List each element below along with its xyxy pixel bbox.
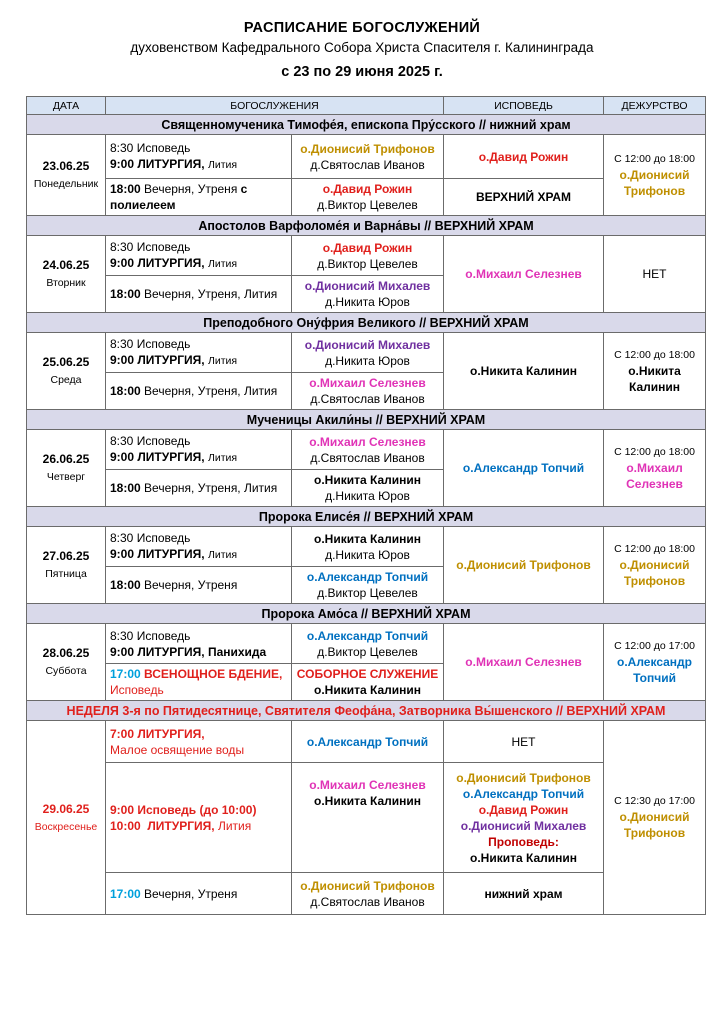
confession-cell: о.Никита Калинин bbox=[444, 333, 604, 410]
clergy-cell bbox=[292, 873, 444, 915]
date-cell bbox=[27, 624, 106, 701]
service-cell: 7:00 ЛИТУРГИЯ, Малое освящение воды bbox=[106, 721, 292, 763]
weekday: Понедельник bbox=[33, 178, 99, 190]
duty-none: НЕТ bbox=[642, 267, 667, 281]
weekday: Пятница bbox=[45, 568, 87, 580]
table-row bbox=[27, 721, 706, 763]
clergy-cell bbox=[292, 135, 444, 179]
service-cell: 8:30 Исповедь 9:00 ЛИТУРГИЯ, Лития bbox=[106, 236, 292, 276]
confession-cell: НЕТ bbox=[444, 721, 604, 763]
clergy-cell bbox=[292, 721, 444, 763]
duty-name: о.Александр Топчий bbox=[617, 654, 693, 685]
priest-name: о.Дионисий Трифонов bbox=[300, 878, 435, 893]
confession-cell: нижний храм bbox=[444, 873, 604, 915]
priest-name: о.Михаил Селезнев bbox=[309, 434, 426, 449]
date: 24.06.25 bbox=[42, 258, 90, 272]
duty-time: С 12:00 до 18:00 bbox=[614, 542, 695, 555]
column-header-services: БОГОСЛУЖЕНИЯ bbox=[106, 97, 444, 115]
duty-name: о.Дионисий Трифонов bbox=[619, 557, 690, 588]
priest-name: о.Никита Калинин bbox=[314, 794, 421, 808]
feast-row: Апостолов Варфоломе́я и Варна́вы // ВЕРХНИЙ ХРАМ bbox=[27, 216, 706, 236]
date: 23.06.25 bbox=[42, 159, 90, 173]
page-subtitle: духовенством Кафедрального Собора Христа Спасителя г. Калининграда bbox=[130, 40, 594, 55]
priest-name: о.Александр Топчий bbox=[306, 628, 429, 643]
deacon-name: д.Никита Юров bbox=[325, 295, 410, 309]
clergy-cell bbox=[292, 179, 444, 216]
duty-cell bbox=[604, 236, 706, 313]
duty-name: о.Никита Калинин bbox=[628, 363, 681, 394]
deacon-name: д.Никита Юров bbox=[325, 547, 410, 562]
weekday: Вторник bbox=[46, 277, 86, 289]
date: 28.06.25 bbox=[42, 646, 90, 660]
duty-cell bbox=[604, 624, 706, 701]
clergy-cell bbox=[292, 430, 444, 470]
table-row bbox=[27, 135, 706, 179]
priest-name: о.Александр Топчий bbox=[306, 570, 429, 584]
duty-name: о.Дионисий Трифонов bbox=[619, 810, 690, 840]
column-header-date: ДАТА bbox=[27, 97, 106, 115]
deacon-name: д.Виктор Цевелев bbox=[317, 644, 418, 659]
service-cell: 17:00 ВСЕНОЩНОЕ БДЕНИЕ, Исповедь bbox=[106, 664, 292, 701]
confession-cell: ВЕРХНИЙ ХРАМ bbox=[444, 179, 604, 216]
table-row bbox=[27, 333, 706, 373]
service-cell: 9:00 Исповедь (до 10:00) 10:00 ЛИТУРГИЯ, Лития bbox=[106, 763, 292, 873]
date: 27.06.25 bbox=[42, 549, 90, 563]
priest-name: о.Дионисий Михалев bbox=[304, 279, 431, 293]
clergy-cell bbox=[292, 276, 444, 313]
weekday: Среда bbox=[50, 374, 82, 386]
column-header-confession: ИСПОВЕДЬ bbox=[444, 97, 604, 115]
column-header-duty: ДЕЖУРСТВО bbox=[604, 97, 706, 115]
clergy-cell bbox=[292, 763, 444, 873]
date-cell bbox=[27, 135, 106, 216]
confession-cell: о.Дионисий Трифонов о.Александр Топчий о.Давид Рожин о.Дионисий Михалев Проповедь: о.Никита Калинин bbox=[444, 763, 604, 873]
duty-time: С 12:00 до 18:00 bbox=[614, 152, 695, 165]
duty-time: С 12:00 до 17:00 bbox=[614, 639, 695, 652]
date-cell bbox=[27, 333, 106, 410]
priest-name: о.Дионисий Трифонов bbox=[300, 141, 435, 156]
priest-name: о.Давид Рожин bbox=[322, 240, 413, 255]
duty-name: о.Михаил Селезнев bbox=[626, 460, 683, 491]
deacon-name: д.Святослав Иванов bbox=[310, 894, 425, 909]
priest-name: о.Александр Топчий bbox=[306, 734, 429, 749]
deacon-name: о.Никита Калинин bbox=[314, 683, 421, 697]
feast-row: Священномученика Тимофе́я, епископа Пру́сского // нижний храм bbox=[27, 115, 706, 135]
confession-cell: о.Михаил Селезнев bbox=[444, 236, 604, 313]
confession-cell: о.Михаил Селезнев bbox=[444, 624, 604, 701]
table-row bbox=[27, 430, 706, 470]
date-range: с 23 по 29 июня 2025 г. bbox=[281, 64, 443, 80]
priest-name: о.Никита Калинин bbox=[314, 473, 421, 487]
date: 25.06.25 bbox=[42, 355, 90, 369]
date-cell bbox=[27, 527, 106, 604]
deacon-name: д.Виктор Цевелев bbox=[317, 256, 418, 271]
clergy-cell bbox=[292, 567, 444, 604]
deacon-name: д.Святослав Иванов bbox=[310, 392, 425, 406]
schedule-table bbox=[26, 96, 706, 915]
service-cell: 18:00 Вечерня, Утреня с полиелеем bbox=[106, 179, 292, 216]
feast-row: Пророка Амо́са // ВЕРХНИЙ ХРАМ bbox=[27, 604, 706, 624]
priest-name: СОБОРНОЕ СЛУЖЕНИЕ bbox=[296, 667, 439, 681]
feast-row: Мученицы Акили́ны // ВЕРХНИЙ ХРАМ bbox=[27, 410, 706, 430]
page-title: РАСПИСАНИЕ БОГОСЛУЖЕНИЙ bbox=[243, 20, 481, 36]
duty-cell bbox=[604, 430, 706, 507]
table-row bbox=[27, 236, 706, 276]
feast-row: Преподобного Ону́фрия Великого // ВЕРХНИЙ ХРАМ bbox=[27, 313, 706, 333]
clergy-cell bbox=[292, 624, 444, 664]
weekday: Суббота bbox=[45, 665, 87, 677]
service-cell: 18:00 Вечерня, Утреня, Лития bbox=[106, 470, 292, 507]
duty-name: о.Дионисий Трифонов bbox=[619, 167, 690, 198]
deacon-name: д.Виктор Цевелев bbox=[317, 586, 418, 600]
duty-cell bbox=[604, 333, 706, 410]
table-header-row bbox=[27, 97, 706, 115]
clergy-cell bbox=[292, 527, 444, 567]
weekday: Воскресенье bbox=[34, 820, 98, 833]
date-cell bbox=[27, 721, 106, 915]
date: 29.06.25 bbox=[42, 801, 90, 816]
priest-name: о.Никита Калинин bbox=[314, 531, 421, 546]
deacon-name: д.Виктор Цевелев bbox=[317, 198, 418, 212]
duty-time: С 12:30 до 17:00 bbox=[614, 795, 695, 807]
service-cell: 8:30 Исповедь 9:00 ЛИТУРГИЯ, Лития bbox=[106, 333, 292, 373]
service-cell: 8:30 Исповедь 9:00 ЛИТУРГИЯ, Панихида bbox=[106, 624, 292, 664]
service-cell: 8:30 Исповедь 9:00 ЛИТУРГИЯ, Лития bbox=[106, 135, 292, 179]
table-row bbox=[27, 624, 706, 664]
duty-cell bbox=[604, 527, 706, 604]
weekday: Четверг bbox=[46, 471, 86, 483]
clergy-cell bbox=[292, 333, 444, 373]
service-cell: 18:00 Вечерня, Утреня, Лития bbox=[106, 276, 292, 313]
feast-row: НЕДЕЛЯ 3-я по Пятидесятнице, Святителя Феофа́на, Затворника Вы́шенского // ВЕРХНИЙ ХРАМ bbox=[27, 701, 706, 721]
service-cell: 18:00 Вечерня, Утреня, Лития bbox=[106, 373, 292, 410]
duty-time: С 12:00 до 18:00 bbox=[614, 348, 695, 361]
duty-cell bbox=[604, 721, 706, 915]
deacon-name: д.Святослав Иванов bbox=[310, 450, 425, 465]
confession-cell: о.Александр Топчий bbox=[444, 430, 604, 507]
deacon-name: д.Никита Юров bbox=[325, 489, 410, 503]
service-cell: 17:00 Вечерня, Утреня bbox=[106, 873, 292, 915]
priest-name: о.Давид Рожин bbox=[322, 182, 413, 196]
service-cell: 8:30 Исповедь 9:00 ЛИТУРГИЯ, Лития bbox=[106, 527, 292, 567]
date: 26.06.25 bbox=[42, 452, 90, 466]
table-row bbox=[27, 527, 706, 567]
deacon-name: д.Никита Юров bbox=[325, 353, 410, 368]
deacon-name: д.Святослав Иванов bbox=[310, 157, 425, 172]
clergy-cell bbox=[292, 664, 444, 701]
confession-cell: о.Давид Рожин bbox=[444, 135, 604, 179]
service-cell: 8:30 Исповедь 9:00 ЛИТУРГИЯ, Лития bbox=[106, 430, 292, 470]
duty-cell bbox=[604, 135, 706, 216]
service-cell: 18:00 Вечерня, Утреня bbox=[106, 567, 292, 604]
clergy-cell bbox=[292, 470, 444, 507]
confession-cell: о.Дионисий Трифонов bbox=[444, 527, 604, 604]
feast-row: Пророка Елисе́я // ВЕРХНИЙ ХРАМ bbox=[27, 507, 706, 527]
date-cell bbox=[27, 430, 106, 507]
priest-name: о.Дионисий Михалев bbox=[304, 337, 431, 352]
priest-name: о.Михаил Селезнев bbox=[309, 376, 426, 390]
date-cell bbox=[27, 236, 106, 313]
duty-time: С 12:00 до 18:00 bbox=[614, 445, 695, 458]
clergy-cell bbox=[292, 373, 444, 410]
clergy-cell bbox=[292, 236, 444, 276]
priest-name: о.Михаил Селезнев bbox=[309, 778, 426, 792]
